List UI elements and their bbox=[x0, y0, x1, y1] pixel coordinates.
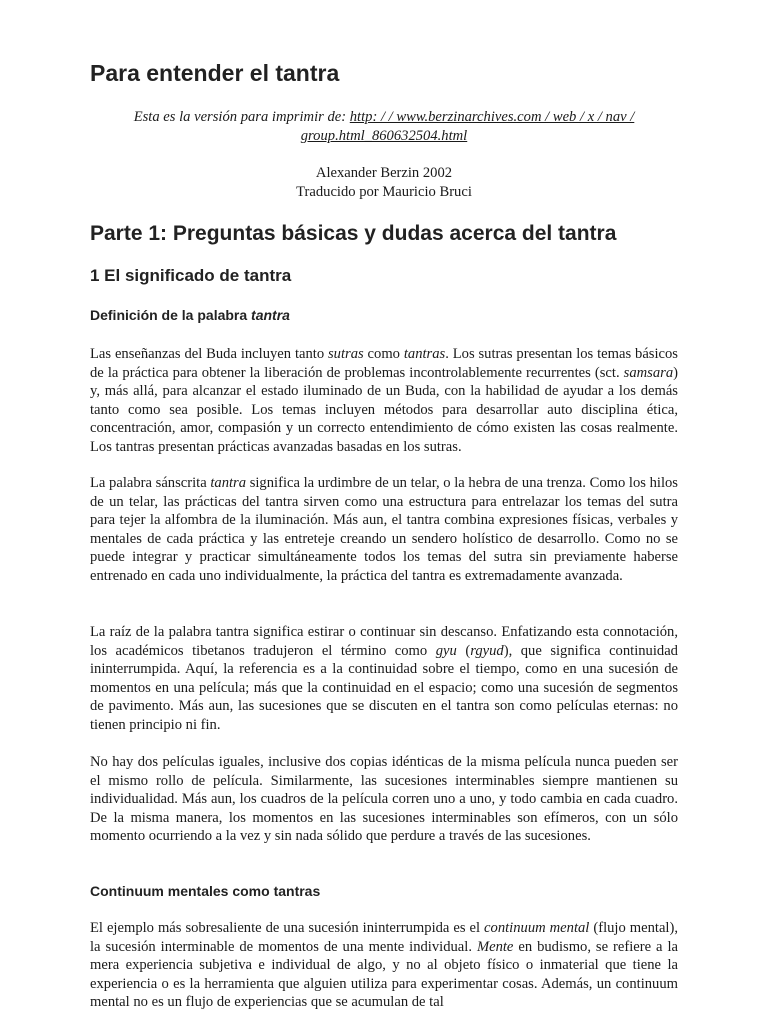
italic-term: tantras bbox=[403, 346, 446, 362]
text-run: en budismo, se refiere a la mera experiencia subjetiva e individual de algo, y no al objeto físico o inmaterial que tiene la experiencia o es la herramienta que alguien utiliza para experimentar cosas. Además, un continuum mental no es un flujo de experiencias que se acumulan de tal bbox=[90, 938, 678, 1011]
text-run: ), que significa continuidad ininterrumpida. Aquí, la referencia es a la continuidad sobre el tiempo, como en una sucesión de momentos en una película; más que la continuidad en el espacio; como una sucesión de segmentos de pavimento. Más aun, las sucesiones que se discuten en el tantra son como películas eternas: no tienen principio ni fin. bbox=[90, 642, 678, 733]
italic-term: rgyud bbox=[470, 642, 504, 659]
text-run: La raíz de la palabra tantra significa estirar o continuar sin descanso. Enfatizando esta connotación, los académicos tibetanos tradujeron el término como bbox=[90, 624, 678, 659]
paragraph-4 bbox=[90, 753, 678, 846]
text-run: No hay dos películas iguales, inclusive dos copias idénticas de la misma película nunca pueden ser el mismo rollo de película. Similarmente, las sucesiones interminables siempre mantienen su individualidad. Más aun, los cuadros de la película corren uno a uno, y todo cambia en cada cuadro. De la misma manera, los momentos en las sucesiones interminables son efímeros, con un sólo momento ocurriendo a la vez y sin nada sólido que perdure a través de las sucesiones. bbox=[90, 754, 678, 845]
source-url-line2: group.html_860632504.html bbox=[300, 128, 468, 144]
source-url-line1: http: / / www.berzinarchives.com / web / x / nav / bbox=[349, 109, 635, 125]
italic-term: Mente bbox=[476, 938, 514, 955]
text-run: ) y, más allá, para alcanzar el estado iluminado de un Buda, con la habilidad de ayudar a los demás tanto como sea posible. Los temas incluyen métodos para desarrollar auto disciplina ética, concentración, amor, compasión y un correcto entendimiento de cómo existen las cosas realmente. Los tantras presentan prácticas avanzadas basadas en los sutras. bbox=[90, 364, 678, 455]
subheading-definition-text: Definición de la palabra bbox=[90, 307, 252, 323]
author-name: Alexander Berzin 2002 bbox=[315, 165, 453, 181]
text-run: . Los sutras presentan los temas básicos de la práctica para obtener la liberación de problemas incontrolablemente recurrentes (sct. bbox=[90, 346, 678, 381]
paragraph-2 bbox=[90, 474, 678, 586]
italic-term: tantra bbox=[210, 475, 247, 491]
source-url-link[interactable] bbox=[301, 109, 635, 144]
author-block bbox=[90, 164, 678, 202]
paragraph-5 bbox=[90, 919, 678, 1012]
italic-term: continuum mental bbox=[484, 920, 590, 936]
part-heading: Parte 1: Preguntas básicas y dudas acerca del tantra bbox=[90, 222, 617, 245]
paragraph-1 bbox=[90, 345, 678, 457]
text-run: significa la urdimbre de un telar, o la hebra de una trenza. Como los hilos de un telar, las prácticas del tantra sirven como una estructura para entrelazar los temas del sutra para tejer la alfombra de la iluminación. Más aun, el tantra combina expresiones físicas, verbales y mentales de cada práctica y las entreteje creando un sendero holístico de desarrollo. Como no se puede integrar y practicar simultáneamente todos los temas del sutra sin previamente haberse entrenado en cada uno individualmente, la práctica del tantra es extremadamente avanzada. bbox=[90, 475, 678, 584]
subheading-continuum: Continuum mentales como tantras bbox=[90, 883, 321, 899]
text-run: Las enseñanzas del Buda incluyen tanto bbox=[90, 346, 328, 362]
print-note-prefix: Esta es la versión para imprimir de: bbox=[133, 109, 350, 125]
subheading-definition-italic: tantra bbox=[251, 307, 290, 323]
italic-term: sutras bbox=[328, 346, 364, 362]
italic-term: samsara bbox=[623, 364, 674, 381]
text-run: como bbox=[363, 346, 404, 362]
translator-credit: Traducido por Mauricio Bruci bbox=[296, 184, 472, 200]
text-run: El ejemplo más sobresaliente de una sucesión ininterrumpida es el bbox=[90, 920, 485, 936]
section-heading: 1 El significado de tantra bbox=[90, 266, 292, 285]
print-version-note bbox=[90, 108, 678, 146]
text-run: La palabra sánscrita bbox=[90, 475, 211, 491]
subheading-definition bbox=[90, 307, 290, 323]
document-title: Para entender el tantra bbox=[90, 60, 340, 86]
text-run: (flujo mental), la sucesión interminable de momentos de una mente individual. bbox=[90, 920, 678, 955]
paragraph-3 bbox=[90, 623, 678, 735]
text-run: ( bbox=[456, 642, 471, 659]
italic-term: gyu bbox=[435, 642, 457, 659]
